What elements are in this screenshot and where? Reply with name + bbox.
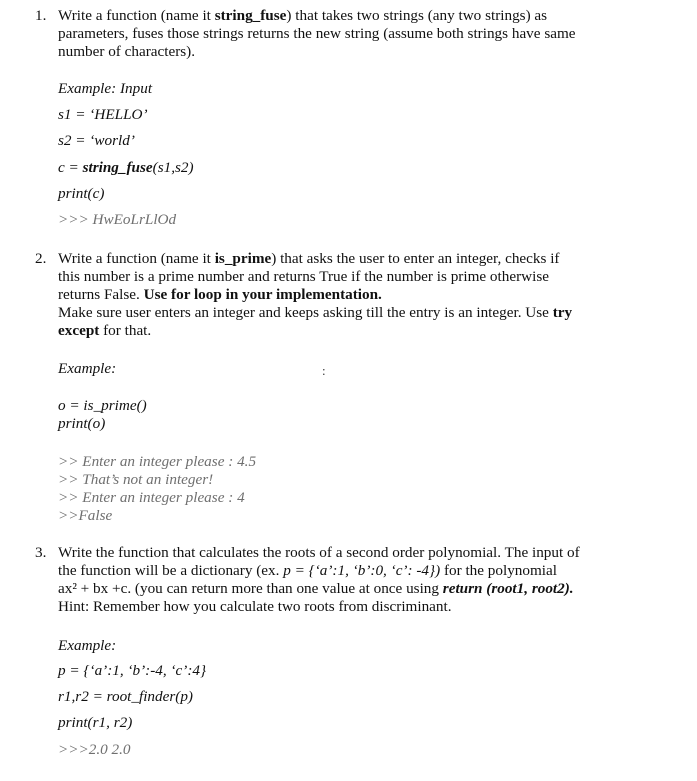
q2-output-4: >>False bbox=[58, 507, 113, 524]
q2-number: 2. bbox=[35, 250, 47, 267]
q2-line-3: returns False. Use for loop in your implementation. bbox=[58, 286, 382, 303]
q3-line-4: Hint: Remember how you calculate two roots from discriminant. bbox=[58, 598, 452, 615]
q1-code-s1: s1 = ‘HELLO’ bbox=[58, 106, 148, 123]
q3-code-p: p = {‘a’:1, ‘b’:-4, ‘c’:4} bbox=[58, 662, 207, 679]
q2-output-2: >> That’s not an integer! bbox=[58, 471, 214, 488]
q2-line-5: except for that. bbox=[58, 322, 152, 339]
stray-colon-mark: : bbox=[322, 363, 326, 378]
q3-code-print: print(r1, r2) bbox=[58, 714, 133, 731]
q2-code-call: o = is_prime() bbox=[58, 397, 147, 414]
q3-example-label: Example: bbox=[58, 637, 117, 654]
q1-example-label: Example: Input bbox=[58, 80, 153, 97]
q3-output: >>>2.0 2.0 bbox=[58, 741, 131, 758]
q1-code-c: c = string_fuse(s1,s2) bbox=[58, 159, 194, 176]
q3-line-1: Write the function that calculates the roots of a second order polynomial. The input of bbox=[58, 544, 580, 561]
q1-code-print: print(c) bbox=[58, 185, 105, 202]
q2-output-3: >> Enter an integer please : 4 bbox=[58, 489, 245, 506]
q3-code-roots: r1,r2 = root_finder(p) bbox=[58, 688, 193, 705]
q2-line-2: this number is a prime number and returns True if the number is prime otherwise bbox=[58, 268, 549, 285]
q2-code-print: print(o) bbox=[58, 415, 106, 432]
q1-output: >>> HwEoLrLlOd bbox=[58, 211, 177, 228]
q3-number: 3. bbox=[35, 544, 47, 561]
q3-line-3: ax² + bx +c. (you can return more than one value at once using return (root1, root2). bbox=[58, 580, 574, 597]
q2-example-label: Example: bbox=[58, 360, 117, 377]
q2-line-1: Write a function (name it is_prime) that asks the user to enter an integer, checks if bbox=[58, 250, 560, 267]
q1-line-3: number of characters). bbox=[58, 43, 196, 60]
q1-code-s2: s2 = ‘world’ bbox=[58, 132, 135, 149]
q1-number: 1. bbox=[35, 7, 47, 24]
q1-line-1: Write a function (name it string_fuse) that takes two strings (any two strings) as bbox=[58, 7, 548, 24]
q3-line-2: the function will be a dictionary (ex. p = {‘a’:1, ‘b’:0, ‘c’: -4}) for the polynomial bbox=[58, 562, 557, 579]
q2-output-1: >> Enter an integer please : 4.5 bbox=[58, 453, 257, 470]
q1-line-2: parameters, fuses those strings returns the new string (assume both strings have same bbox=[58, 25, 576, 42]
q2-line-4: Make sure user enters an integer and keeps asking till the entry is an integer. Use try bbox=[58, 304, 573, 321]
